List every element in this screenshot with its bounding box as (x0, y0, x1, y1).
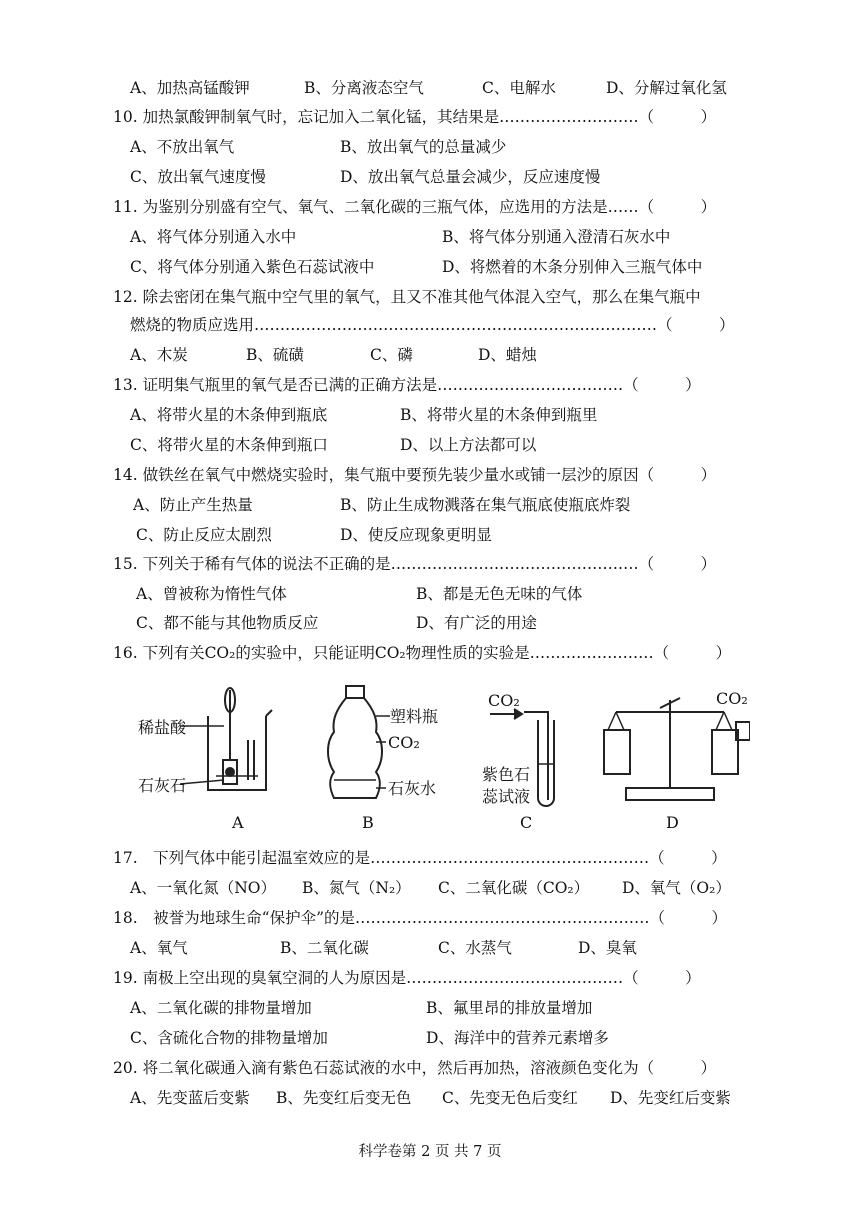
label-limewater: 石灰水 (388, 779, 437, 798)
q9-option-d: D、分解过氧化氢 (606, 79, 727, 97)
q17-stem: 17. 下列气体中能引起温室效应的是………………………………………………（ ） (113, 849, 727, 867)
q15-stem: 15. 下列关于稀有气体的说法不正确的是…………………………………………（ ） (113, 555, 717, 573)
q12-option-d: D、蜡烛 (478, 346, 537, 364)
q11-option-b: B、将气体分别通入澄清石灰水中 (442, 228, 671, 246)
co2-experiments-diagram (138, 680, 750, 830)
q14-option-a: A、防止产生热量 (133, 496, 253, 514)
q15-option-c: C、都不能与其他物质反应 (136, 614, 319, 632)
q11-option-c: C、将气体分别通入紫色石蕊试液中 (130, 258, 375, 276)
q14-stem: 14. 做铁丝在氧气中燃烧实验时，集气瓶中要预先装少量水或铺一层沙的原因（ ） (113, 466, 717, 484)
q19-option-b: B、氟里昂的排放量增加 (426, 999, 593, 1017)
q10-option-b: B、放出氧气的总量减少 (340, 138, 507, 156)
q20-option-b: B、先变红后变无色 (276, 1089, 412, 1107)
q18-stem: 18. 被誉为地球生命“保护伞”的是…………………………………………………（ ） (113, 909, 727, 927)
apparatus-b (328, 686, 390, 798)
q11-option-d: D、将燃着的木条分别伸入三瓶气体中 (442, 258, 703, 276)
q9-option-b: B、分离液态空气 (304, 79, 424, 97)
q18-option-a: A、氧气 (130, 939, 188, 957)
q20-option-d: D、先变红后变紫 (610, 1089, 731, 1107)
label-d: D (666, 813, 679, 830)
q12-stem-cont: 燃烧的物质应选用……………………………………………………………………（ ） (130, 316, 735, 334)
q10-option-c: C、放出氧气速度慢 (130, 168, 266, 186)
q15-option-d: D、有广泛的用途 (416, 614, 537, 632)
q19-option-d: D、海洋中的营养元素增多 (426, 1029, 609, 1047)
apparatus-a (180, 688, 272, 790)
label-co2-c: CO₂ (488, 691, 520, 710)
q18-option-c: C、水蒸气 (438, 939, 512, 957)
q16-stem: 16. 下列有关CO₂的实验中，只能证明CO₂物理性质的实验是……………………（ ） (113, 644, 732, 662)
q12-option-a: A、木炭 (130, 346, 188, 364)
q10-option-a: A、不放出氧气 (130, 138, 235, 156)
q12-option-b: B、硫磺 (246, 346, 304, 364)
label-plastic-bottle: 塑料瓶 (390, 707, 439, 726)
q11-option-a: A、将气体分别通入水中 (130, 228, 297, 246)
label-co2-b: CO₂ (388, 733, 420, 752)
q19-option-a: A、二氧化碳的排物量增加 (130, 999, 312, 1017)
q20-option-a: A、先变蓝后变紫 (130, 1089, 250, 1107)
q19-stem: 19. 南极上空出现的臭氧空洞的人为原因是……………………………………（ ） (113, 969, 701, 987)
q15-option-a: A、曾被称为惰性气体 (136, 585, 287, 603)
label-a: A (232, 813, 244, 830)
page-footer: 科学卷第 2 页 共 7 页 (358, 1144, 502, 1160)
q17-option-d: D、氧气（O₂） (622, 879, 731, 897)
q11-stem: 11. 为鉴别分别盛有空气、氧气、二氧化碳的三瓶气体，应选用的方法是……（ ） (113, 198, 717, 216)
label-b: B (362, 813, 374, 830)
label-purple-litmus-1: 紫色石 (482, 765, 531, 784)
q13-option-b: B、将带火星的木条伸到瓶里 (400, 406, 598, 424)
label-co2-d: CO₂ (716, 689, 748, 708)
q14-option-c: C、防止反应太剧烈 (136, 526, 272, 544)
q14-option-b: B、防止生成物溅落在集气瓶底使瓶底炸裂 (340, 496, 631, 514)
q12-option-c: C、磷 (370, 346, 413, 364)
q9-option-a: A、加热高锰酸钾 (130, 79, 250, 97)
q13-option-c: C、将带火星的木条伸到瓶口 (130, 436, 328, 454)
q12-stem: 12. 除去密闭在集气瓶中空气里的氧气，且又不准其他气体混入空气，那么在集气瓶中 (113, 288, 701, 306)
q19-option-c: C、含硫化合物的排物量增加 (130, 1029, 328, 1047)
q13-stem: 13. 证明集气瓶里的氧气是否已满的正确方法是………………………………（ ） (113, 376, 701, 394)
label-limestone: 石灰石 (138, 776, 187, 795)
apparatus-d (604, 698, 750, 800)
q10-option-d: D、放出氧气总量会减少，反应速度慢 (340, 168, 601, 186)
q17-option-c: C、二氧化碳（CO₂） (438, 879, 590, 897)
q18-option-b: B、二氧化碳 (280, 939, 369, 957)
q13-option-d: D、以上方法都可以 (400, 436, 537, 454)
q10-stem: 10. 加热氯酸钾制氧气时，忘记加入二氧化锰，其结果是………………………（ ） (113, 108, 717, 126)
q17-option-b: B、氮气（N₂） (302, 879, 411, 897)
q9-option-c: C、电解水 (482, 79, 556, 97)
q18-option-d: D、臭氧 (578, 939, 637, 957)
label-purple-litmus-2: 蕊试液 (482, 787, 531, 806)
label-c: C (520, 813, 533, 830)
label-dilute-hcl: 稀盐酸 (138, 718, 187, 737)
q16-figure (138, 680, 750, 830)
q20-stem: 20. 将二氧化碳通入滴有紫色石蕊试液的水中，然后再加热，溶液颜色变化为（ ） (113, 1059, 717, 1077)
q20-option-c: C、先变无色后变红 (442, 1089, 578, 1107)
q17-option-a: A、一氧化氮（NO） (130, 879, 276, 897)
q15-option-b: B、都是无色无味的气体 (416, 585, 583, 603)
q14-option-d: D、使反应现象更明显 (340, 526, 492, 544)
q13-option-a: A、将带火星的木条伸到瓶底 (130, 406, 328, 424)
